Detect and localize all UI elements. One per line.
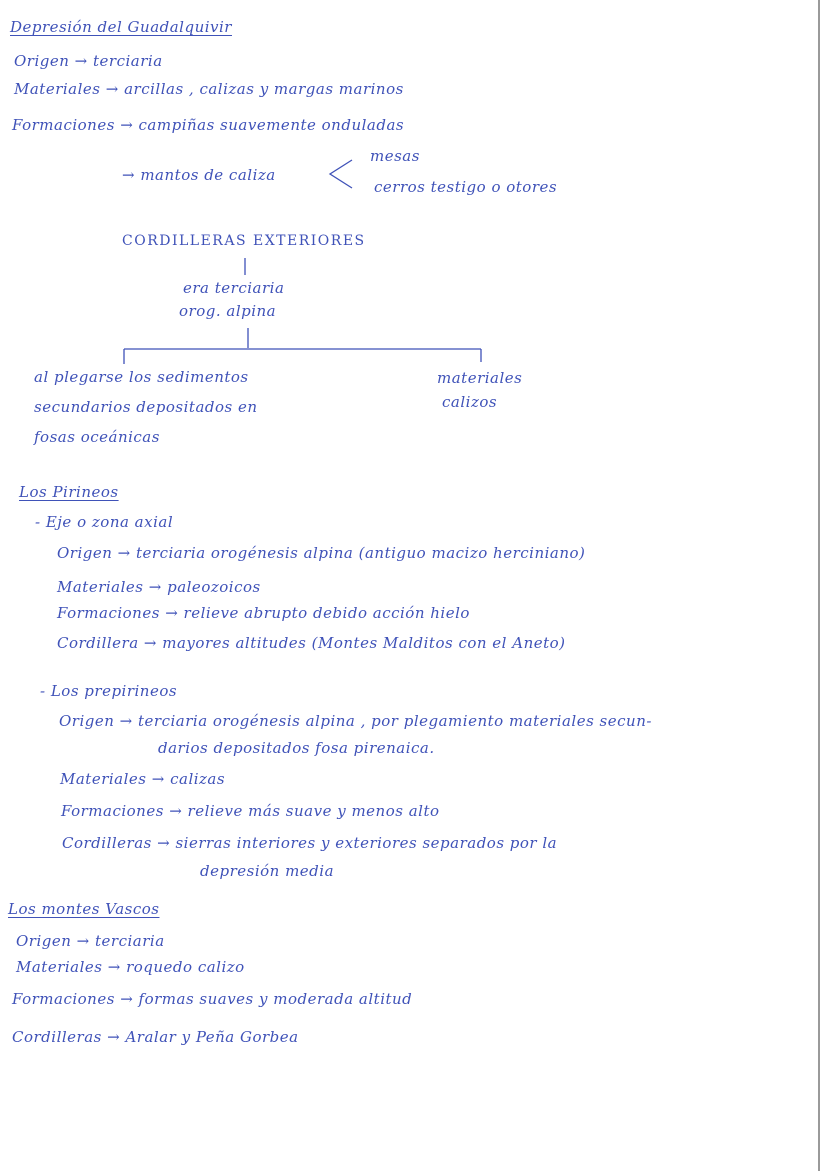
- cordilleras-title: CORDILLERAS EXTERIORES: [122, 233, 366, 249]
- cordilleras-right-1: materiales: [437, 369, 523, 387]
- guadalquivir-cerros: cerros testigo o otores: [374, 178, 558, 196]
- pirineos-eje-cordillera: Cordillera → mayores altitudes (Montes Malditos con el Aneto): [57, 634, 566, 652]
- vascos-title: Los montes Vascos: [8, 900, 160, 918]
- guadalquivir-mantos: → mantos de caliza: [122, 166, 276, 184]
- guadalquivir-materiales: Materiales → arcillas , calizas y margas marinos: [14, 80, 404, 98]
- pirineos-eje-materiales: Materiales → paleozoicos: [57, 578, 261, 596]
- pirineos-eje-origen: Origen → terciaria orogénesis alpina (antiguo macizo herciniano): [57, 544, 586, 562]
- pirineos-eje-title: - Eje o zona axial: [35, 513, 174, 531]
- pirineos-pre-origen-2: darios depositados fosa pirenaica.: [158, 739, 435, 757]
- cordilleras-right-2: calizos: [442, 393, 498, 411]
- cordilleras-era: era terciaria: [183, 279, 285, 297]
- cordilleras-orogenia: orog. alpina: [179, 302, 277, 320]
- pirineos-pre-materiales: Materiales → calizas: [60, 770, 226, 788]
- guadalquivir-title: Depresión del Guadalquivir: [10, 18, 232, 36]
- pirineos-pre-title: - Los prepirineos: [40, 682, 178, 700]
- pirineos-eje-formaciones: Formaciones → relieve abrupto debido acción hielo: [57, 604, 470, 622]
- pirineos-pre-formaciones: Formaciones → relieve más suave y menos alto: [61, 802, 440, 820]
- bracket-mark: [330, 160, 352, 188]
- vascos-formaciones: Formaciones → formas suaves y moderada altitud: [12, 990, 413, 1008]
- guadalquivir-origen: Origen → terciaria: [14, 52, 163, 70]
- pirineos-pre-cordilleras-1: Cordilleras → sierras interiores y exteriores separados por la: [62, 834, 558, 852]
- guadalquivir-formaciones: Formaciones → campiñas suavemente onduladas: [12, 116, 405, 134]
- vascos-materiales: Materiales → roquedo calizo: [16, 958, 245, 976]
- pirineos-pre-cordilleras-2: depresión media: [200, 862, 335, 880]
- vascos-cordilleras: Cordilleras → Aralar y Peña Gorbea: [12, 1028, 299, 1046]
- cordilleras-left-1: al plegarse los sedimentos: [34, 368, 249, 386]
- pirineos-title: Los Pirineos: [19, 483, 119, 501]
- pirineos-pre-origen-1: Origen → terciaria orogénesis alpina , por plegamiento materiales secun-: [59, 712, 652, 730]
- vascos-origen: Origen → terciaria: [16, 932, 165, 950]
- cordilleras-left-3: fosas oceánicas: [34, 428, 160, 446]
- cordilleras-left-2: secundarios depositados en: [34, 398, 258, 416]
- guadalquivir-mesas: mesas: [370, 147, 420, 165]
